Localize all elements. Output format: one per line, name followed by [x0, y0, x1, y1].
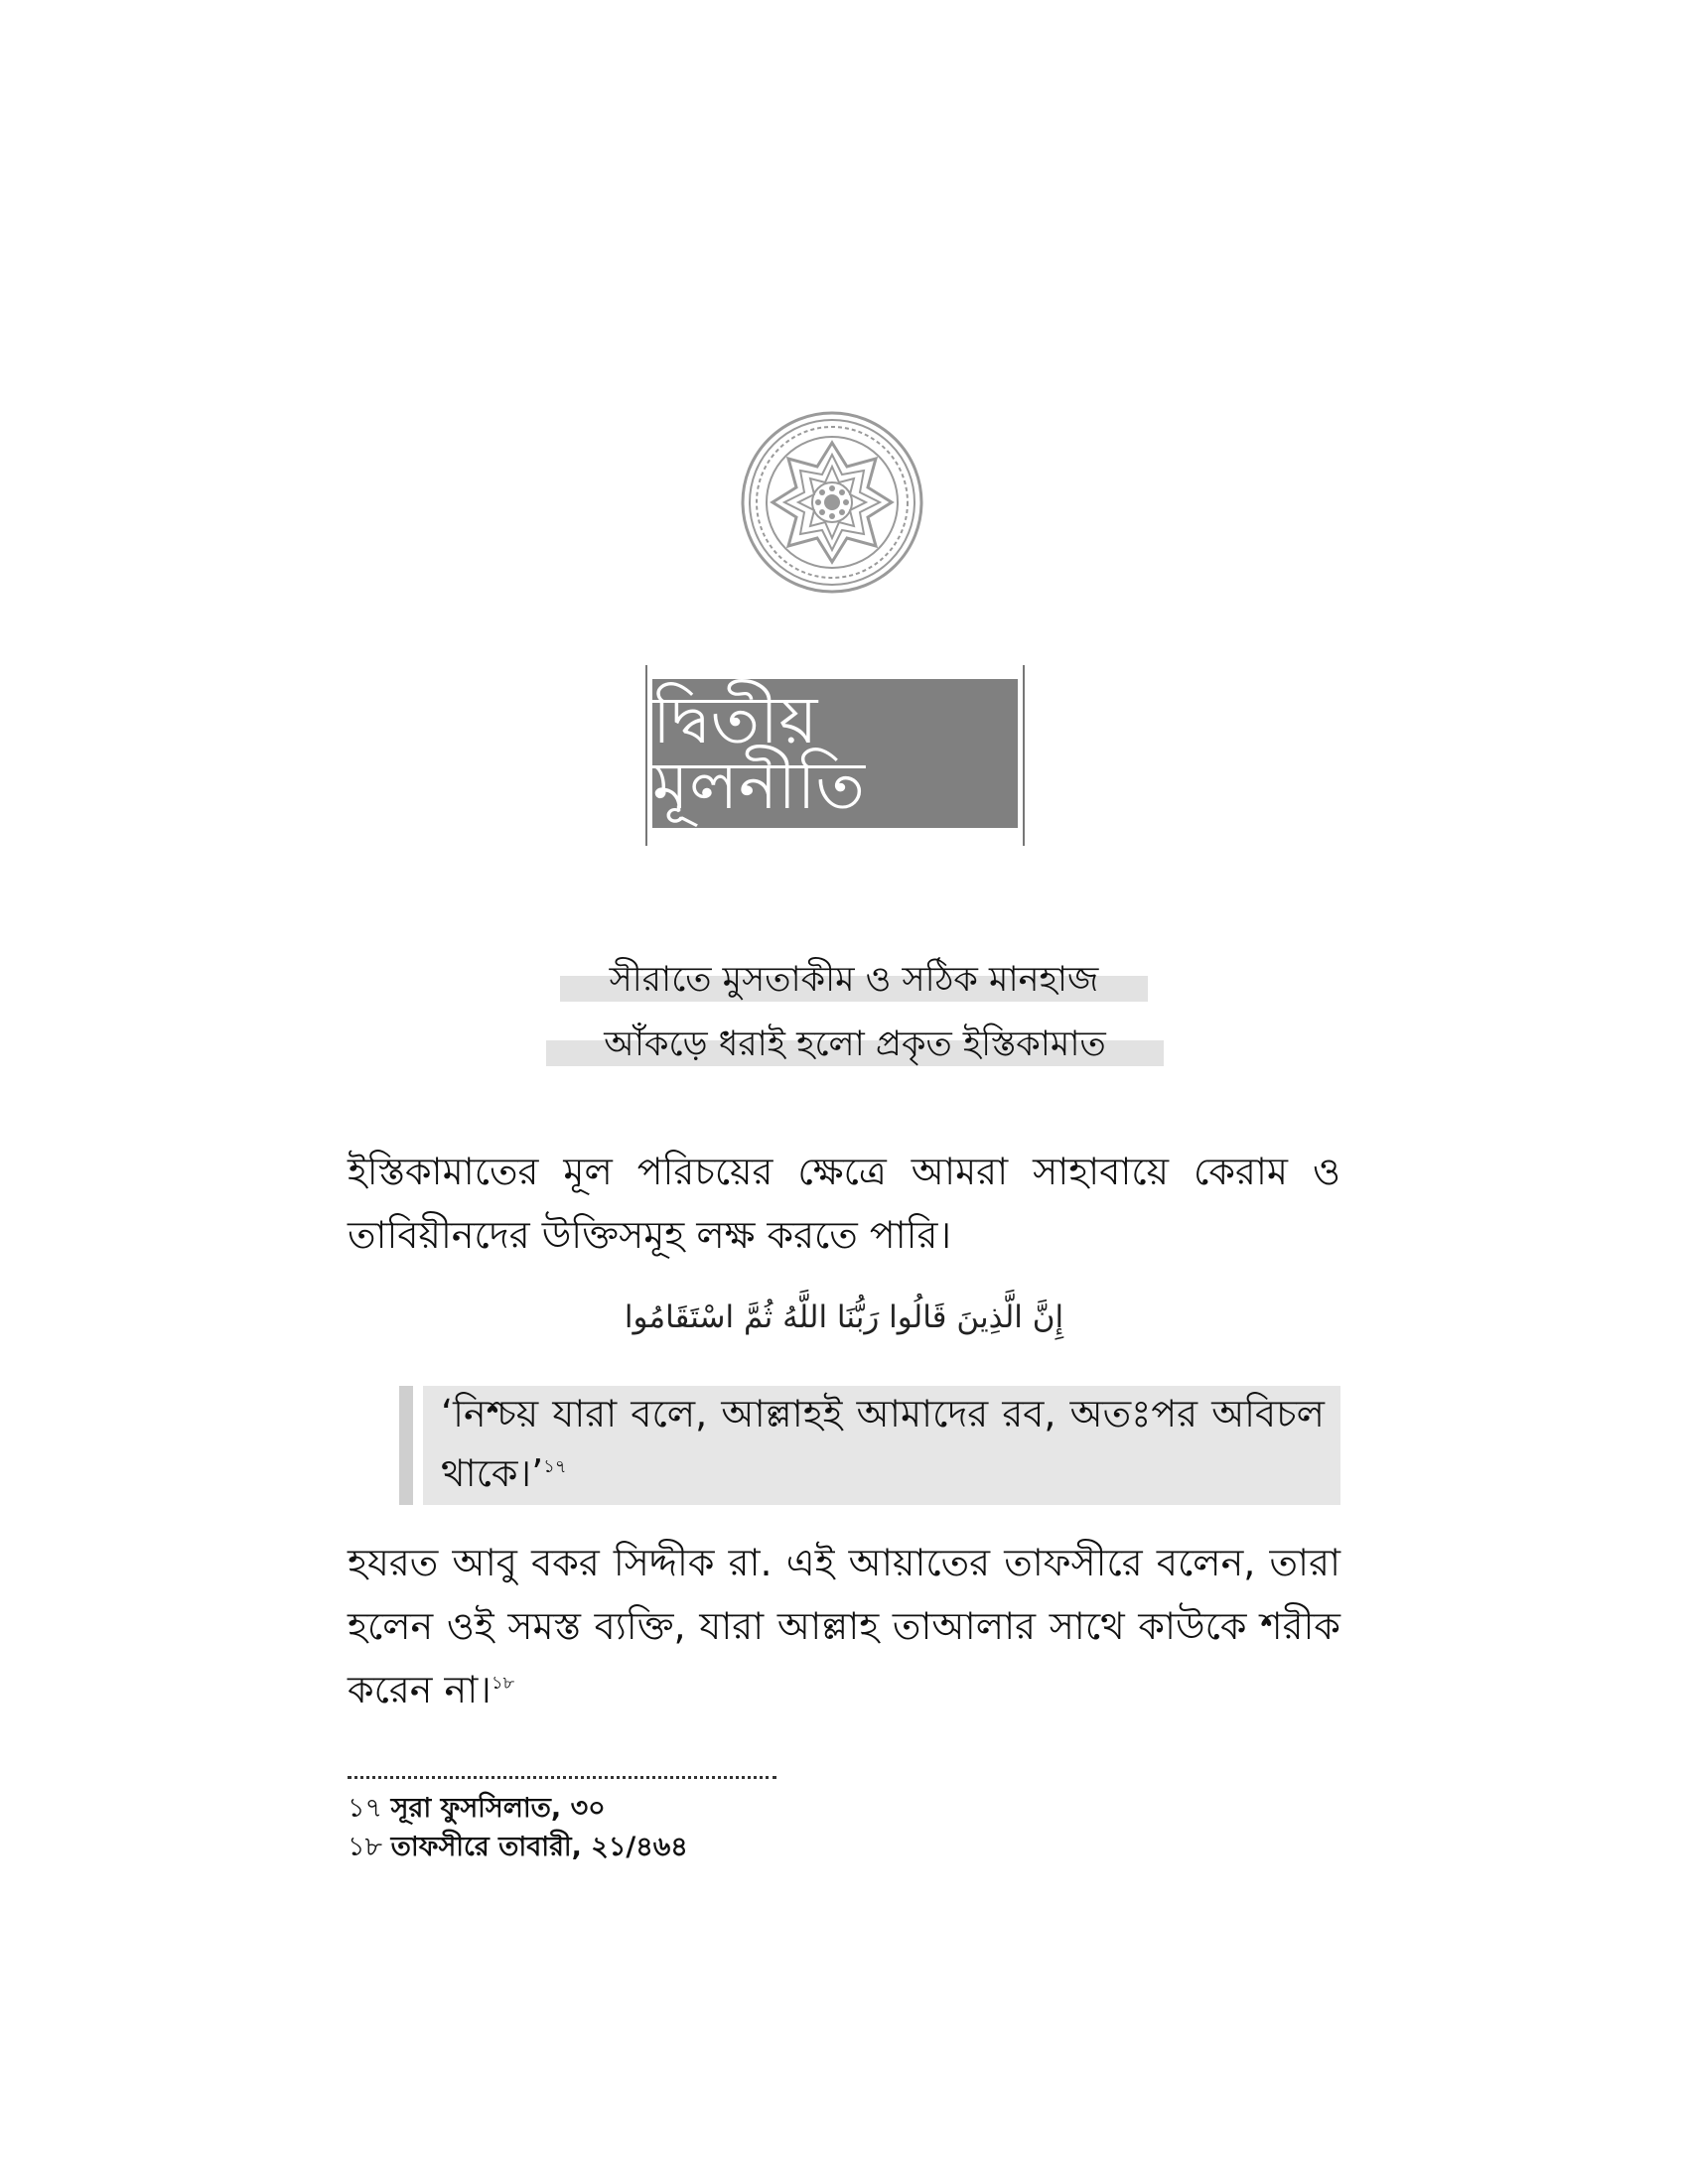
footnote-number: ১৮	[348, 1832, 383, 1862]
footnote-text: সূরা ফুসসিলাত, ৩০	[390, 1793, 606, 1824]
quote-accent-bar	[399, 1386, 413, 1505]
banner-left-rule	[645, 665, 647, 846]
footnote-ref-17: ১৭	[543, 1456, 567, 1477]
arabic-verse: إِنَّ الَّذِينَ قَالُوا رَبُّنَا اللَّهُ ثُمَّ اسْتَقَامُوا	[624, 1299, 1064, 1335]
footnote-text: তাফসীরে তাবারী, ২১/৪৬৪	[390, 1832, 688, 1862]
quote-box	[423, 1386, 1340, 1505]
banner-right-rule	[1023, 665, 1025, 846]
footnote-18	[348, 1831, 1043, 1864]
circular-ornament-icon	[739, 409, 925, 596]
quote-text-block	[441, 1384, 1325, 1503]
body-paragraph-2	[348, 1531, 1340, 1721]
footnote-ref-18: ১৮	[491, 1673, 515, 1694]
body-paragraph-1: ইস্তিকামাতের মূল পরিচয়ের ক্ষেত্রে আমরা সাহাবায়ে কেরাম ও তাবিয়ীনদের উক্তিসমূহ লক্ষ করতে পারি।	[348, 1150, 1340, 1257]
footnote-17	[348, 1792, 1043, 1826]
chapter-subtitle-line-2: আঁকড়ে ধরাই হলো প্রকৃত ইস্তিকামাত	[546, 1023, 1164, 1066]
body-paragraph-2-text: হযরত আবু বকর সিদ্দীক রা. এই আয়াতের তাফসীরে বলেন, তারা হলেন ওই সমস্ত ব্যক্তি, যারা আল্লাহ তাআলার সাথে কাউকে শরীক করেন না।	[348, 1541, 1340, 1711]
footnote-number: ১৭	[348, 1793, 383, 1824]
chapter-title: দ্বিতীয় মূলনীতি	[652, 679, 1018, 828]
chapter-title-banner	[640, 665, 1030, 846]
chapter-subtitle-line-1: সীরাতে মুসতাকীম ও সঠিক মানহাজ	[560, 958, 1148, 1002]
quote-text: ‘নিশ্চয় যারা বলে, আল্লাহই আমাদের রব, অতঃপর অবিচল থাকে।’	[441, 1392, 1325, 1495]
verse-translation-quote	[399, 1386, 1340, 1505]
footnote-divider	[348, 1776, 776, 1779]
